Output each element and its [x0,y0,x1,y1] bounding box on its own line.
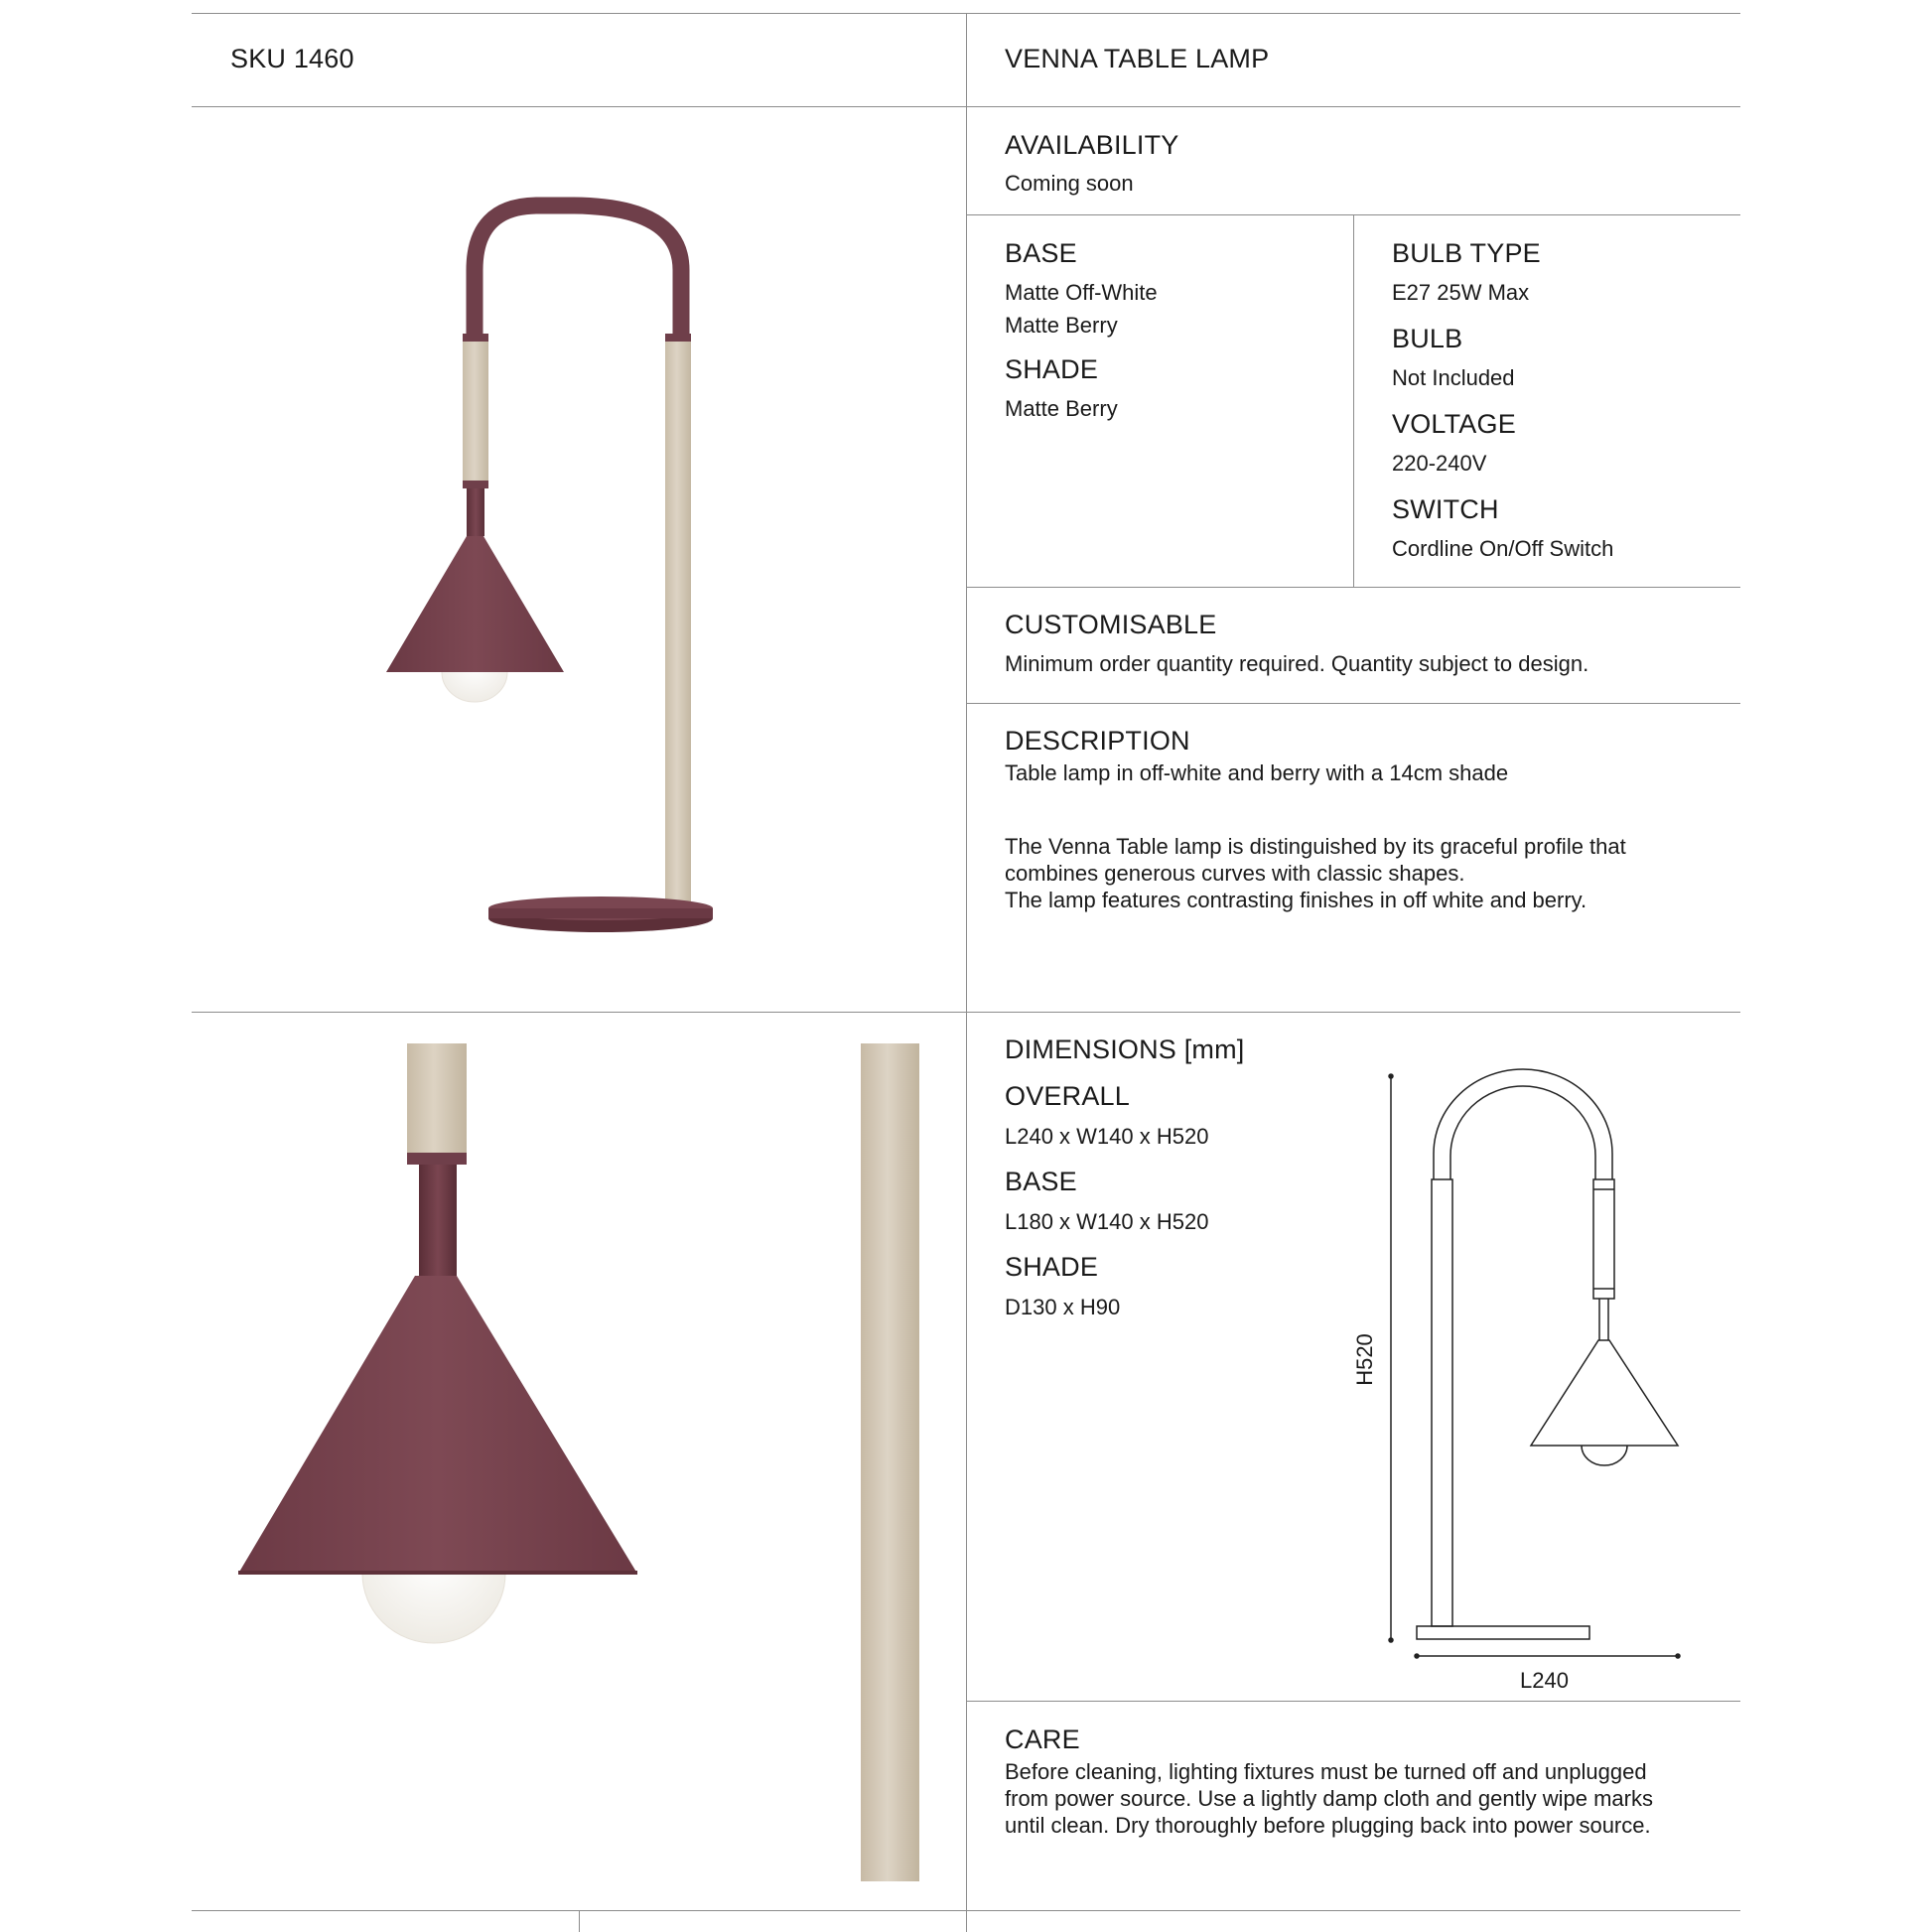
care-line-2: from power source. Use a lightly damp cloth and gently wipe marks [1005,1786,1653,1811]
switch-heading: SWITCH [1392,494,1499,524]
description-heading: DESCRIPTION [1005,726,1190,756]
voltage-heading: VOLTAGE [1392,409,1516,439]
care-heading: CARE [1005,1725,1080,1754]
availability-value: Coming soon [1005,171,1134,196]
dim-base-value: L180 x W140 x H520 [1005,1209,1209,1234]
shade-heading: SHADE [1005,354,1099,384]
care-line-1: Before cleaning, lighting fixtures must be turned off and unplugged [1005,1759,1647,1784]
dimensions-heading: DIMENSIONS [mm] [1005,1035,1245,1064]
base-value-2: Matte Berry [1005,313,1118,338]
description-line-3: The lamp features contrasting finishes in off white and berry. [1005,888,1587,912]
sku-label: SKU 1460 [230,44,354,73]
product-name: VENNA TABLE LAMP [1005,44,1270,73]
shade-value: Matte Berry [1005,396,1118,421]
voltage-value: 220-240V [1392,451,1487,476]
bulb-value: Not Included [1392,365,1515,390]
customisable-heading: CUSTOMISABLE [1005,610,1217,639]
height-label: H520 [1351,1333,1377,1386]
description-line-1: The Venna Table lamp is distinguished by its graceful profile that [1005,834,1626,859]
care-line-3: until clean. Dry thoroughly before plugging back into power source. [1005,1813,1651,1838]
base-value-1: Matte Off-White [1005,280,1158,305]
length-label: L240 [1520,1668,1569,1693]
base-heading: BASE [1005,238,1077,268]
overall-heading: OVERALL [1005,1081,1130,1111]
dim-base-heading: BASE [1005,1167,1077,1196]
description-summary: Table lamp in off-white and berry with a 14cm shade [1005,760,1509,785]
availability-heading: AVAILABILITY [1005,130,1179,160]
bulb-type-heading: BULB TYPE [1392,238,1541,268]
bulb-type-value: E27 25W Max [1392,280,1530,305]
bulb-heading: BULB [1392,324,1463,353]
dim-shade-value: D130 x H90 [1005,1295,1121,1319]
overall-value: L240 x W140 x H520 [1005,1124,1209,1149]
description-line-2: combines generous curves with classic shapes. [1005,861,1465,886]
dim-shade-heading: SHADE [1005,1252,1099,1282]
customisable-value: Minimum order quantity required. Quantity subject to design. [1005,651,1589,676]
switch-value: Cordline On/Off Switch [1392,536,1614,561]
